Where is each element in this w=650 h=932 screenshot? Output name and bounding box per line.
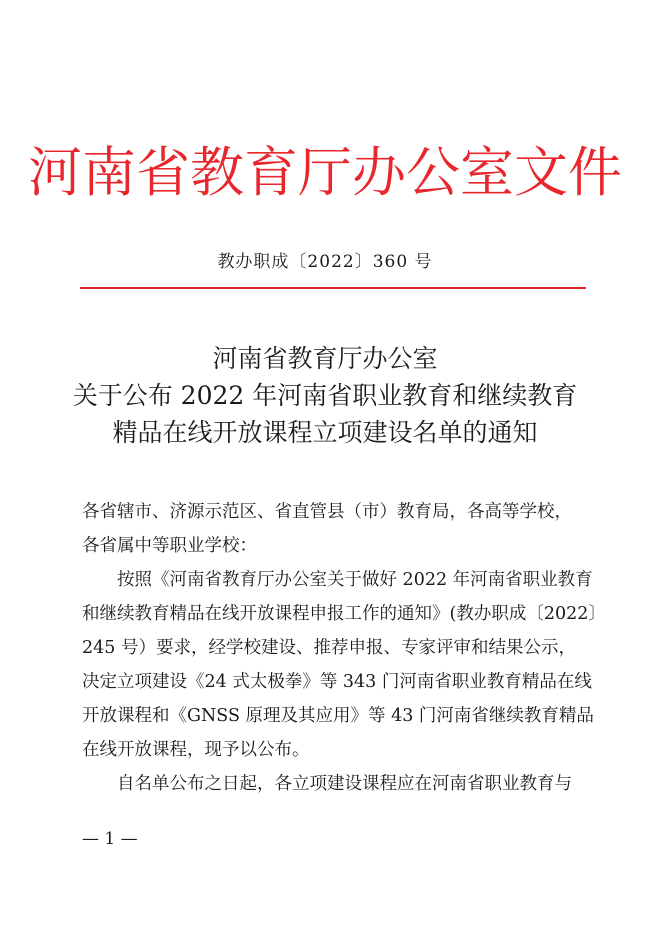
notice-title-line-1: 河南省教育厅办公室: [212, 344, 438, 373]
body-line-paragraph-1: 开放课程和《GNSS 原理及其应用》等 43 门河南省继续教育精品: [82, 706, 594, 726]
notice-title-line-3: 精品在线开放课程立项建设名单的通知: [112, 418, 538, 447]
red-header-divider: [80, 287, 586, 289]
issuer-header-title: 河南省教育厅办公室文件: [28, 141, 622, 204]
page-number: — 1 —: [82, 829, 138, 849]
body-line-paragraph-1-end: 在线开放课程，现予以公布。: [82, 740, 310, 760]
body-line-paragraph-1: 决定立项建设《24 式太极拳》等 343 门河南省职业教育精品在线: [82, 672, 592, 692]
body-line-paragraph-1-start: 按照《河南省教育厅办公室关于做好 2022 年河南省职业教育: [117, 570, 593, 590]
body-line-recipients-1: 各省辖市、济源示范区、省直管县（市）教育局，各高等学校，: [82, 502, 572, 522]
notice-body: [82, 495, 606, 801]
body-line-paragraph-1: 245 号）要求，经学校建设、推荐申报、专家评审和结果公示，: [82, 638, 576, 658]
document-number: 教办职成〔2022〕360 号: [217, 252, 433, 272]
body-line-recipients-2: 各省属中等职业学校：: [82, 536, 257, 556]
body-line-paragraph-1: 和继续教育精品在线开放课程申报工作的通知》(教办职成〔2022〕: [82, 604, 606, 624]
body-line-paragraph-2-start: 自名单公布之日起，各立项建设课程应在河南省职业教育与: [117, 774, 572, 794]
notice-title-line-2: 关于公布 2022 年河南省职业教育和继续教育: [72, 381, 578, 410]
notice-title: [0, 340, 650, 451]
